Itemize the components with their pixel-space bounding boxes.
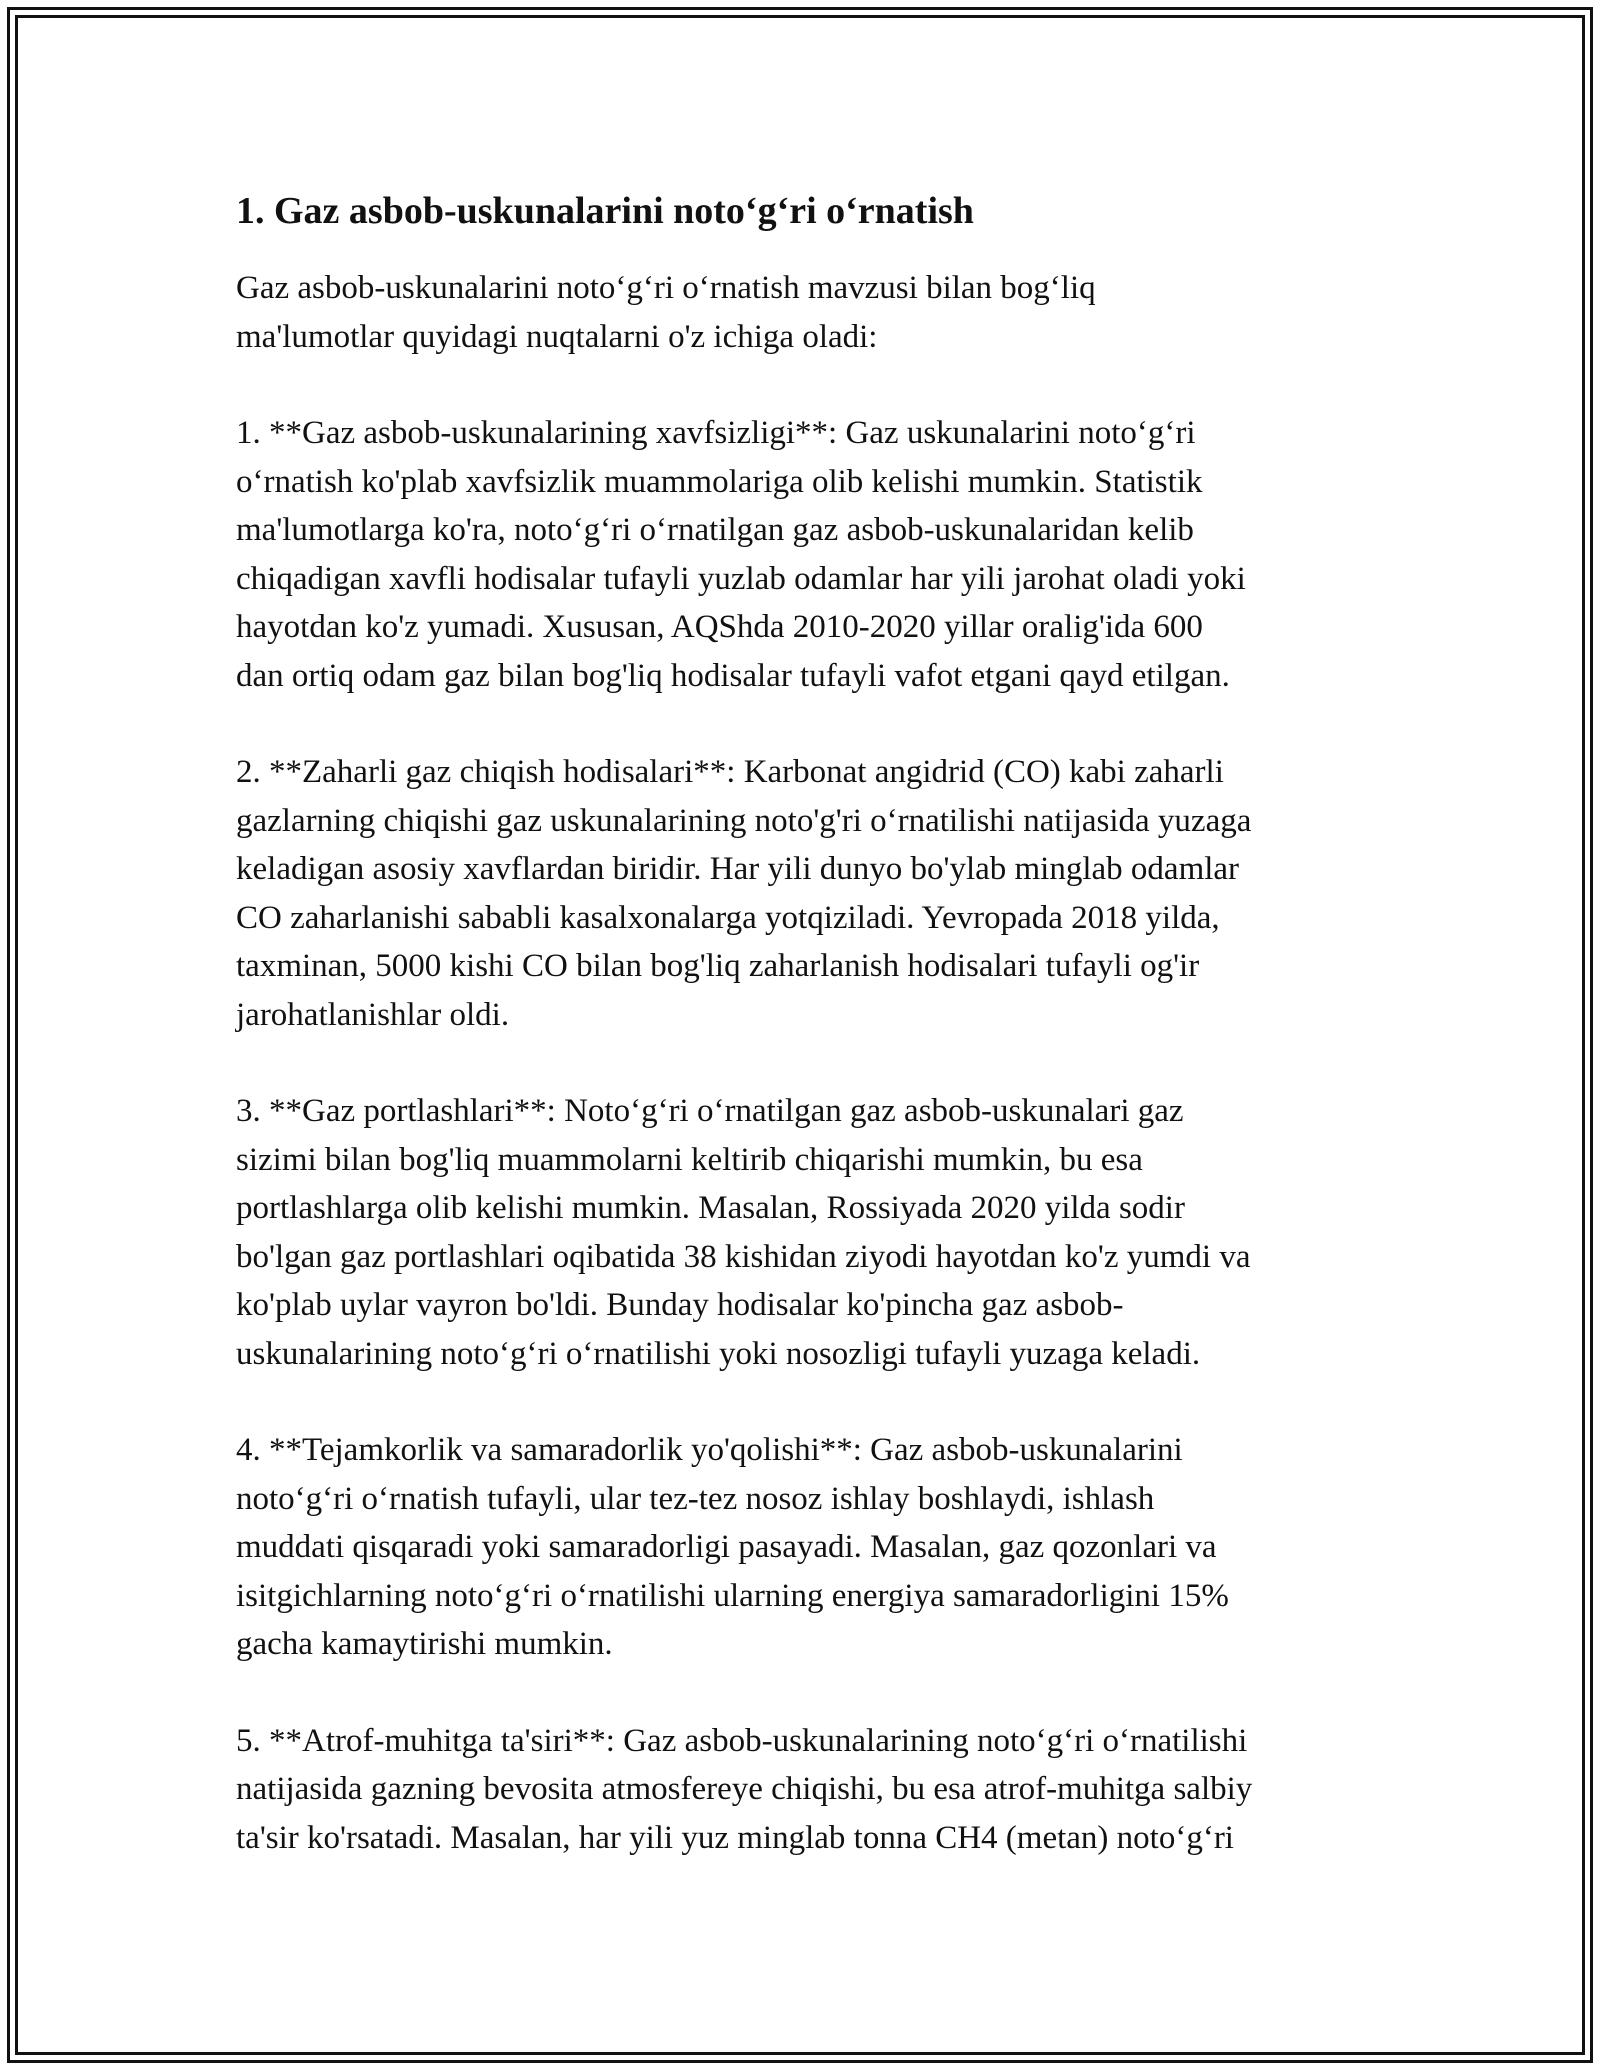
text-line: uskunalarining noto‘g‘ri o‘rnatilishi yoki nosozligi tufayli yuzaga keladi. xyxy=(236,1335,1201,1372)
text-line: jarohatlanishlar oldi. xyxy=(236,996,510,1033)
document-body xyxy=(236,186,1366,1910)
text-line: sizimi bilan bog'liq muammolarni keltirib chiqarishi mumkin, bu esa xyxy=(236,1141,1143,1178)
section-3-paragraph xyxy=(236,1087,1366,1378)
text-line: CO zaharlanishi sababli kasalxonalarga yotqiziladi. Yevropada 2018 yilda, xyxy=(236,899,1220,936)
section-1-paragraph xyxy=(236,409,1366,700)
text-line: 1. **Gaz asbob-uskunalarining xavfsizligi**: Gaz uskunalarini noto‘g‘ri xyxy=(236,415,1196,451)
text-line: 5. **Atrof-muhitga ta'siri**: Gaz asbob-uskunalarining noto‘g‘ri o‘rnatilishi xyxy=(236,1722,1248,1759)
text-line: Gaz asbob-uskunalarini noto‘g‘ri o‘rnatish mavzusi bilan bog‘liq xyxy=(236,270,1096,306)
text-line: 3. **Gaz portlashlari**: Noto‘g‘ri o‘rnatilgan gaz asbob-uskunalari gaz xyxy=(236,1093,1184,1129)
page-title: 1. Gaz asbob-uskunalarini noto‘g‘ri o‘rnatish xyxy=(236,190,974,232)
text-line: keladigan asosiy xavflardan biridir. Har yili dunyo bo'ylab minglab odamlar xyxy=(236,851,1240,887)
text-line: bo'lgan gaz portlashlari oqibatida 38 kishidan ziyodi hayotdan ko'z yumdi va xyxy=(236,1238,1251,1275)
text-line: muddati qisqaradi yoki samaradorligi pasayadi. Masalan, gaz qozonlari va xyxy=(236,1529,1217,1565)
section-4-paragraph xyxy=(236,1426,1366,1669)
text-line: hayotdan ko'z yumadi. Xususan, AQShda 2010-2020 yillar oralig'ida 600 xyxy=(236,609,1203,645)
text-line: 2. **Zaharli gaz chiqish hodisalari**: Karbonat angidrid (CO) kabi zaharli xyxy=(236,754,1224,790)
text-line: ma'lumotlarga ko'ra, noto‘g‘ri o‘rnatilgan gaz asbob-uskunalaridan kelib xyxy=(236,512,1194,548)
text-line: chiqadigan xavfli hodisalar tufayli yuzlab odamlar har yili jarohat oladi yoki xyxy=(236,560,1246,597)
section-5-paragraph xyxy=(236,1717,1366,1863)
text-line: portlashlarga olib kelishi mumkin. Masalan, Rossiyada 2020 yilda sodir xyxy=(236,1190,1185,1226)
text-line: natijasida gazning bevosita atmosfereye chiqishi, bu esa atrof-muhitga salbiy xyxy=(236,1771,1253,1807)
text-line: taxminan, 5000 kishi CO bilan bog'liq zaharlanish hodisalari tufayli og'ir xyxy=(236,948,1200,984)
text-line: o‘rnatish ko'plab xavfsizlik muammolariga olib kelishi mumkin. Statistik xyxy=(236,463,1203,500)
text-line: gacha kamaytirishi mumkin. xyxy=(236,1626,613,1662)
text-line: noto‘g‘ri o‘rnatish tufayli, ular tez-tez nosoz ishlay boshlaydi, ishlash xyxy=(236,1480,1155,1517)
text-line: ta'sir ko'rsatadi. Masalan, har yili yuz minglab tonna CH4 (metan) noto‘g‘ri xyxy=(236,1819,1234,1856)
intro-paragraph xyxy=(236,264,1366,361)
text-line: isitgichlarning noto‘g‘ri o‘rnatilishi ularning energiya samaradorligini 15% xyxy=(236,1577,1229,1614)
text-line: ko'plab uylar vayron bo'ldi. Bunday hodisalar ko'pincha gaz asbob- xyxy=(236,1287,1124,1323)
text-line: 4. **Tejamkorlik va samaradorlik yo'qolishi**: Gaz asbob-uskunalarini xyxy=(236,1432,1183,1468)
text-line: gazlarning chiqishi gaz uskunalarining noto'g'ri o‘rnatilishi natijasida yuzaga xyxy=(236,802,1252,839)
text-line: ma'lumotlar quyidagi nuqtalarni o'z ichiga oladi: xyxy=(236,318,878,355)
text-line: dan ortiq odam gaz bilan bog'liq hodisalar tufayli vafot etgani qayd etilgan. xyxy=(236,657,1230,694)
section-2-paragraph xyxy=(236,748,1366,1039)
